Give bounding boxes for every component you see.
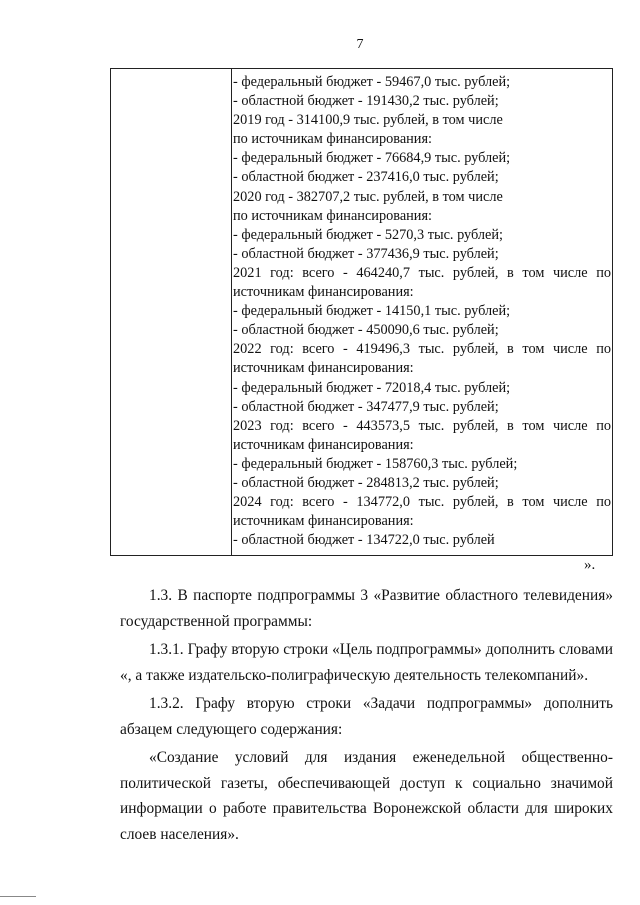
financing-line: по источникам финансирования: bbox=[233, 207, 433, 224]
financing-line: источникам финансирования: bbox=[233, 436, 414, 453]
paragraph-continuation: абзацем следующего содержания: bbox=[120, 720, 343, 738]
financing-cell bbox=[233, 73, 611, 550]
financing-line: - областной бюджет - 134722,0 тыс. рублей bbox=[233, 532, 495, 549]
paragraph-first-line: 1.3.2. Графу вторую строки «Задачи подпрограммы» дополнить bbox=[149, 695, 613, 712]
financing-line: - федеральный бюджет - 59467,0 тыс. рублей; bbox=[233, 74, 511, 90]
financing-line: - федеральный бюджет - 76684,9 тыс. рублей; bbox=[233, 150, 511, 167]
financing-line: по источникам финансирования: bbox=[233, 131, 433, 148]
paragraph-continuation: «, а также издательско-полиграфическую деятельность телекомпаний». bbox=[120, 666, 589, 684]
financing-table bbox=[110, 68, 613, 556]
paragraph-continuation: государственной программы: bbox=[120, 612, 313, 630]
financing-line: - областной бюджет - 450090,6 тыс. рублей; bbox=[233, 322, 499, 339]
financing-line: 2024 год: всего - 134772,0 тыс. рублей, в том числе по bbox=[233, 494, 611, 511]
financing-line: - областной бюджет - 377436,9 тыс. рублей; bbox=[233, 245, 499, 262]
page-number: 7 bbox=[356, 37, 364, 52]
financing-line: 2020 год - 382707,2 тыс. рублей, в том числе bbox=[233, 188, 503, 205]
financing-line: - федеральный бюджет - 158760,3 тыс. рублей; bbox=[233, 455, 518, 472]
financing-line: - областной бюджет - 237416,0 тыс. рублей; bbox=[233, 169, 499, 186]
table-column-divider bbox=[231, 69, 232, 555]
financing-line: 2022 год: всего - 419496,3 тыс. рублей, в том числе по bbox=[233, 341, 611, 358]
financing-line: - областной бюджет - 347477,9 тыс. рублей; bbox=[233, 398, 499, 415]
financing-line: - областной бюджет - 191430,2 тыс. рублей; bbox=[233, 93, 499, 110]
amendment-text bbox=[120, 583, 613, 850]
paragraph-continuation: политической газеты, обеспечивающей доступ к социально значимой информации о работе правительства Воронежской области для широких слоев населения». bbox=[120, 774, 613, 843]
financing-line: источникам финансирования: bbox=[233, 513, 414, 530]
paragraph-first-line: 1.3.1. Графу вторую строки «Цель подпрограммы» дополнить словами bbox=[149, 641, 613, 658]
paragraph-first-line: 1.3. В паспорте подпрограммы 3 «Развитие областного телевидения» bbox=[149, 587, 613, 604]
financing-line: источникам финансирования: bbox=[233, 284, 414, 301]
financing-line: - федеральный бюджет - 14150,1 тыс. рублей; bbox=[233, 303, 511, 320]
financing-line: источникам финансирования: bbox=[233, 360, 414, 377]
paragraph-1-3 bbox=[120, 583, 613, 634]
financing-line: - федеральный бюджет - 5270,3 тыс. рублей; bbox=[233, 226, 504, 243]
closing-quote: ». bbox=[584, 557, 596, 573]
paragraph-1-3-2 bbox=[120, 691, 613, 742]
financing-line: - областной бюджет - 284813,2 тыс. рублей; bbox=[233, 474, 499, 491]
financing-line: - федеральный бюджет - 72018,4 тыс. рублей; bbox=[233, 379, 511, 396]
paragraph-1-3-1 bbox=[120, 637, 613, 688]
footer-rule bbox=[0, 896, 36, 897]
financing-line: 2021 год: всего - 464240,7 тыс. рублей, в том числе по bbox=[233, 264, 611, 281]
financing-line: 2019 год - 314100,9 тыс. рублей, в том числе bbox=[233, 112, 503, 129]
financing-line: 2023 год: всего - 443573,5 тыс. рублей, в том числе по bbox=[233, 417, 611, 434]
paragraph-quoted-task bbox=[120, 745, 613, 847]
paragraph-first-line: «Создание условий для издания еженедельной общественно- bbox=[149, 749, 613, 766]
